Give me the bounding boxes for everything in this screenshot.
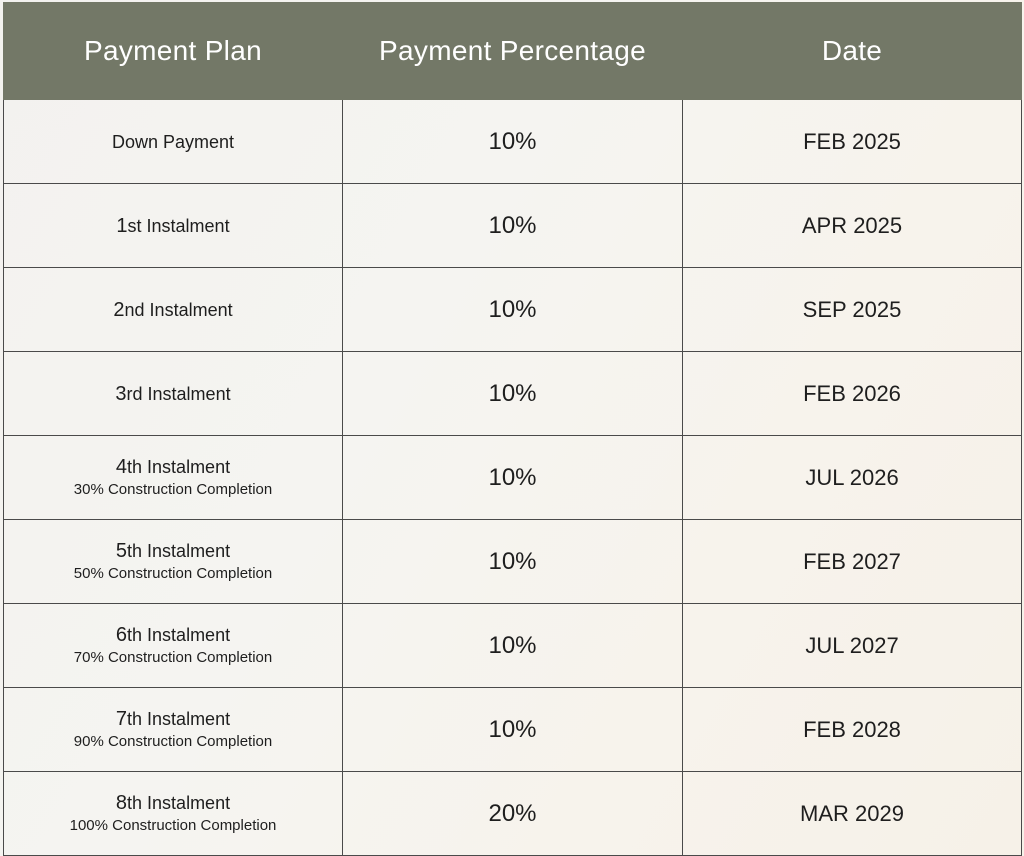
plan-name xyxy=(4,214,342,238)
plan-ordinal: 4 xyxy=(115,456,128,478)
date-value: FEB 2026 xyxy=(803,380,901,406)
date-cell xyxy=(683,436,1022,520)
plan-name xyxy=(4,623,342,647)
date-cell xyxy=(683,352,1022,436)
plan-note: 30% Construction Completion xyxy=(73,481,273,498)
plan-note: 90% Construction Completion xyxy=(73,733,273,750)
percentage-cell xyxy=(343,352,683,436)
date-cell xyxy=(683,520,1022,604)
payment-plan-table xyxy=(3,2,1022,856)
plan-label: st Instalment xyxy=(127,215,230,236)
table-row xyxy=(4,604,1022,688)
date-cell xyxy=(683,688,1022,772)
date-cell xyxy=(683,184,1022,268)
plan-label: th Instalment xyxy=(127,709,231,729)
plan-label: th Instalment xyxy=(127,793,231,813)
date-value: FEB 2027 xyxy=(803,548,901,574)
percentage-cell xyxy=(343,772,683,856)
date-value: APR 2025 xyxy=(801,212,903,238)
date-value: JUL 2026 xyxy=(805,464,899,490)
plan-ordinal: 7 xyxy=(115,708,128,730)
header-row xyxy=(4,3,1022,100)
plan-note: 50% Construction Completion xyxy=(73,565,273,582)
percentage-cell xyxy=(343,604,683,688)
plan-ordinal: 5 xyxy=(115,540,128,562)
plan-cell xyxy=(4,604,343,688)
plan-ordinal: 3 xyxy=(115,382,127,405)
plan-cell xyxy=(4,688,343,772)
plan-label: nd Instalment xyxy=(124,299,233,320)
plan-name xyxy=(4,539,342,563)
plan-cell xyxy=(4,352,343,436)
table-row xyxy=(4,184,1022,268)
table-row xyxy=(4,772,1022,856)
date-cell xyxy=(683,772,1022,856)
percentage-value: 10% xyxy=(488,463,537,491)
plan-cell xyxy=(4,436,343,520)
percentage-cell xyxy=(343,520,683,604)
percentage-value: 10% xyxy=(488,295,537,323)
table-row xyxy=(4,268,1022,352)
plan-label: th Instalment xyxy=(127,457,231,477)
plan-name xyxy=(4,455,342,479)
plan-name xyxy=(4,707,342,731)
table-row xyxy=(4,352,1022,436)
plan-note: 100% Construction Completion xyxy=(69,817,277,834)
percentage-cell xyxy=(343,100,683,184)
plan-cell xyxy=(4,100,343,184)
table-body xyxy=(4,100,1022,856)
percentage-value: 20% xyxy=(488,799,537,827)
percentage-cell xyxy=(343,436,683,520)
plan-cell xyxy=(4,268,343,352)
header-date: Date xyxy=(683,3,1022,100)
plan-label: th Instalment xyxy=(127,541,231,561)
percentage-cell xyxy=(343,268,683,352)
percentage-value: 10% xyxy=(488,211,537,239)
date-cell xyxy=(683,100,1022,184)
plan-ordinal: 6 xyxy=(115,624,128,646)
percentage-cell xyxy=(343,688,683,772)
percentage-value: 10% xyxy=(488,127,537,155)
table-row xyxy=(4,436,1022,520)
date-cell xyxy=(683,268,1022,352)
plan-ordinal: 1 xyxy=(116,214,128,237)
plan-label: rd Instalment xyxy=(126,383,231,404)
plan-note: 70% Construction Completion xyxy=(73,649,273,666)
date-value: FEB 2025 xyxy=(803,128,901,154)
table-row xyxy=(4,520,1022,604)
percentage-value: 10% xyxy=(488,715,537,743)
table-row xyxy=(4,688,1022,772)
plan-name xyxy=(4,791,342,815)
header-payment-plan: Payment Plan xyxy=(4,3,343,100)
plan-name xyxy=(4,298,342,322)
date-cell xyxy=(683,604,1022,688)
percentage-value: 10% xyxy=(488,547,537,575)
plan-ordinal: 8 xyxy=(115,792,128,814)
plan-cell xyxy=(4,772,343,856)
percentage-value: 10% xyxy=(488,631,537,659)
percentage-value: 10% xyxy=(488,379,537,407)
table-row xyxy=(4,100,1022,184)
plan-cell xyxy=(4,184,343,268)
date-value: JUL 2027 xyxy=(805,632,899,658)
percentage-cell xyxy=(343,184,683,268)
plan-name xyxy=(4,382,342,406)
plan-name xyxy=(4,130,342,154)
plan-ordinal: 2 xyxy=(113,298,125,321)
date-value: SEP 2025 xyxy=(802,296,902,322)
date-value: FEB 2028 xyxy=(803,716,901,742)
plan-label: th Instalment xyxy=(127,625,231,645)
plan-label: Down Payment xyxy=(111,131,235,152)
plan-cell xyxy=(4,520,343,604)
header-payment-percentage: Payment Percentage xyxy=(343,3,683,100)
table-header xyxy=(4,3,1022,100)
date-value: MAR 2029 xyxy=(800,800,904,826)
